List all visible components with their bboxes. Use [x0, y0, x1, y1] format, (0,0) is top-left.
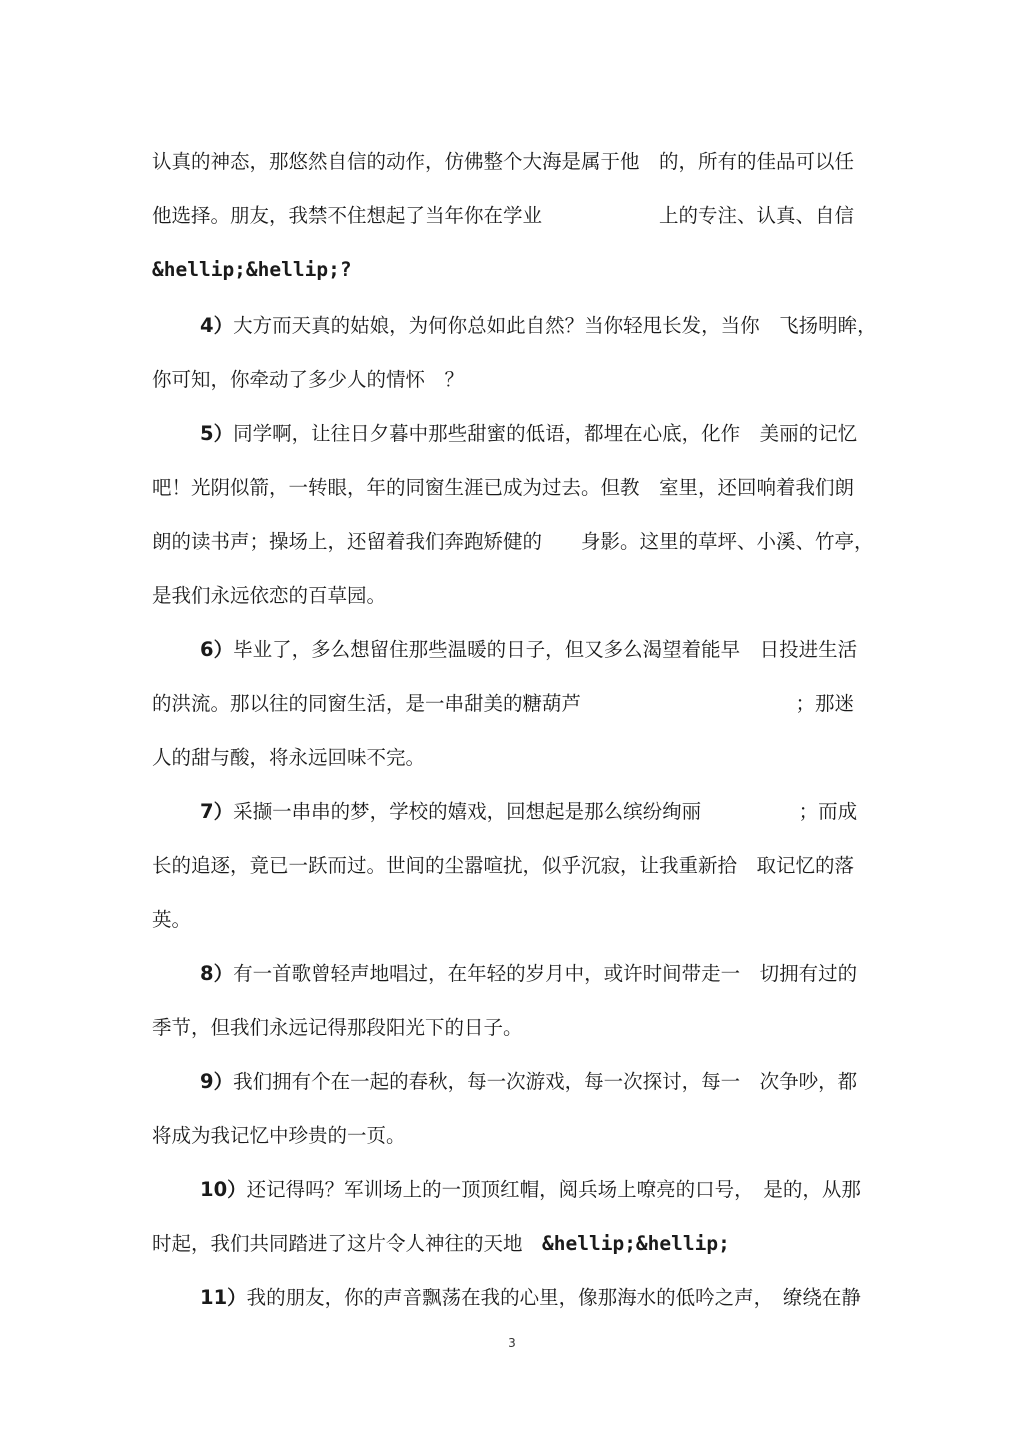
text-line: 有一首歌曾轻声地唱过，在年轻的岁月中，或许时间带走一 切拥有过的 [233, 962, 858, 985]
paragraph-number: 4） [200, 314, 234, 337]
text-line [152, 1230, 872, 1258]
hellip-text: &hellip;&hellip; [542, 1232, 730, 1255]
text-line: 朗的读书声；操场上，还留着我们奔跑矫健的 身影。这里的草坪、小溪、竹亭， [152, 530, 874, 553]
paragraph-7 [200, 798, 872, 826]
text-line: 季节，但我们永远记得那段阳光下的日子。 [152, 1016, 523, 1039]
text-line: 的洪流。那以往的同窗生活，是一串甜美的糖葫芦 ；那迷 [152, 692, 855, 715]
paragraph-number: 8） [200, 962, 234, 985]
paragraph-number: 9） [200, 1070, 234, 1093]
text-line: 大方而天真的姑娘，为何你总如此自然？当你轻甩长发，当你 飞扬明眸， [233, 314, 877, 337]
text-line: 吧！光阴似箭，一转眼，年的同窗生涯已成为过去。但教 室里，还回响着我们朗 [152, 476, 855, 499]
paragraph-6 [200, 636, 872, 664]
page-number: 3 [508, 1336, 516, 1350]
text-line: &hellip;&hellip;? [152, 258, 352, 281]
paragraph-number: 5） [200, 422, 234, 445]
text-line: 他选择。朋友，我禁不住想起了当年你在学业 上的专注、认真、自信 [152, 204, 855, 227]
text-line: 人的甜与酸，将永远回味不完。 [152, 746, 426, 769]
text-line-part: 时起，我们共同踏进了这片令人神往的天地 [152, 1232, 543, 1255]
paragraph-number: 11） [200, 1286, 247, 1309]
paragraph-number: 10） [200, 1178, 247, 1201]
text-line: 英。 [152, 908, 192, 931]
text-line: 同学啊，让往日夕暮中那些甜蜜的低语，都埋在心底，化作 美丽的记忆 [233, 422, 858, 445]
text-line: 我的朋友，你的声音飘荡在我的心里，像那海水的低吟之声， 缭绕在静 [246, 1286, 861, 1309]
paragraph-number: 6） [200, 638, 234, 661]
text-line: 长的追逐，竟已一跃而过。世间的尘嚣喧扰，似乎沉寂，让我重新拾 取记忆的落 [152, 854, 855, 877]
text-line: 你可知，你牵动了多少人的情怀 ？ [152, 368, 465, 391]
paragraph-5 [200, 420, 872, 448]
paragraph-9 [200, 1068, 872, 1096]
text-line: 毕业了，多么想留住那些温暖的日子，但又多么渴望着能早 日投进生活 [233, 638, 858, 661]
text-line: 还记得吗？军训场上的一顶顶红帽，阅兵场上嘹亮的口号， 是的，从那 [246, 1178, 861, 1201]
text-line: 将成为我记忆中珍贵的一页。 [152, 1124, 406, 1147]
paragraph-10 [200, 1176, 872, 1204]
paragraph-4 [200, 312, 877, 340]
paragraph-8 [200, 960, 872, 988]
text-line: 采撷一串串的梦，学校的嬉戏，回想起是那么缤纷绚丽 ；而成 [233, 800, 858, 823]
text-line: 认真的神态，那悠然自信的动作，仿佛整个大海是属于他 的，所有的佳品可以任 [152, 150, 855, 173]
text-line: 是我们永远依恋的百草园。 [152, 584, 387, 607]
paragraph-number: 7） [200, 800, 234, 823]
text-line: 我们拥有个在一起的春秋，每一次游戏，每一次探讨，每一 次争吵，都 [233, 1070, 858, 1093]
paragraph-11 [200, 1284, 872, 1312]
